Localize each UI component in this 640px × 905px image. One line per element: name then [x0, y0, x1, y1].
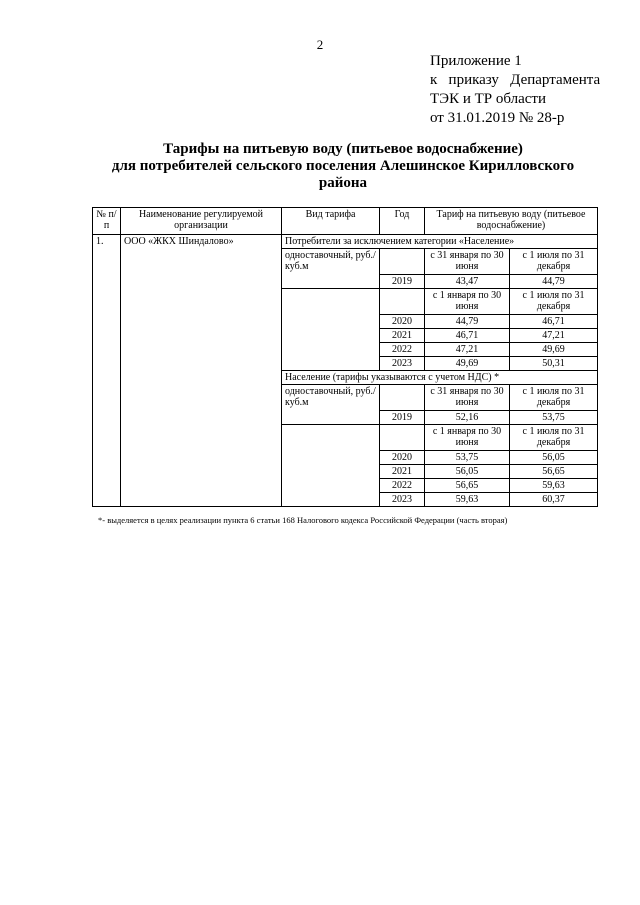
appendix-line: ТЭК и ТР области: [430, 91, 546, 107]
period-label: с 1 июля по 31 декабря: [510, 385, 598, 411]
period-label: с 1 июля по 31 декабря: [510, 289, 598, 315]
tariff-value: 44,79: [425, 315, 510, 329]
appendix-line: к приказу Департамента: [430, 72, 601, 88]
tariff-value: 47,21: [510, 329, 598, 343]
year-cell: 2019: [380, 411, 425, 425]
tariff-type: одноставочный, руб./куб.м: [282, 385, 380, 425]
period-label: с 31 января по 30 июня: [425, 249, 510, 275]
tariff-value: 46,71: [425, 329, 510, 343]
tariff-value: 59,63: [510, 479, 598, 493]
footnote: *- выделяется в целях реализации пункта 6 статьи 168 Налогового кодекса Российской Федерации (часть вторая): [98, 515, 508, 525]
tariff-value: 49,69: [510, 343, 598, 357]
tariff-value: 46,71: [510, 315, 598, 329]
tariff-type: одноставочный, руб./куб.м: [282, 249, 380, 289]
year-cell: 2023: [380, 357, 425, 371]
empty-cell: [380, 289, 425, 315]
organization-name: ООО «ЖКХ Шиндалово»: [121, 235, 282, 507]
tariff-value: 56,05: [425, 465, 510, 479]
empty-cell: [282, 425, 380, 507]
period-label: с 1 июля по 31 декабря: [510, 425, 598, 451]
title-line: для потребителей сельского поселения Алешинское Кирилловского: [111, 158, 575, 174]
tariff-value: 49,69: [425, 357, 510, 371]
year-cell: 2021: [380, 465, 425, 479]
tariff-value: 44,79: [510, 275, 598, 289]
title-line: Тарифы на питьевую воду (питьевое водоснабжение): [163, 141, 523, 157]
year-cell: 2020: [380, 451, 425, 465]
header-num: № п/п: [93, 208, 121, 235]
header-org: Наименование регулируемой организации: [121, 208, 282, 235]
year-cell: 2023: [380, 493, 425, 507]
tariff-value: 56,05: [510, 451, 598, 465]
document-title: [90, 141, 596, 192]
empty-cell: [380, 385, 425, 411]
category-label: Население (тарифы указываются с учетом НДС) *: [282, 371, 598, 385]
year-cell: 2022: [380, 479, 425, 493]
tariff-value: 47,21: [425, 343, 510, 357]
year-cell: 2019: [380, 275, 425, 289]
period-label: с 1 января по 30 июня: [425, 425, 510, 451]
period-label: с 31 января по 30 июня: [425, 385, 510, 411]
tariff-value: 59,63: [425, 493, 510, 507]
title-line: района: [318, 175, 368, 191]
tariff-value: 56,65: [510, 465, 598, 479]
tariff-value: 56,65: [425, 479, 510, 493]
category-label: Потребители за исключением категории «Население»: [282, 235, 598, 249]
table-header-row: [93, 208, 598, 235]
tariff-value: 60,37: [510, 493, 598, 507]
year-cell: 2020: [380, 315, 425, 329]
tariff-table: [92, 207, 598, 507]
row-number: 1.: [93, 235, 121, 507]
tariff-value: 52,16: [425, 411, 510, 425]
page-number: 2: [316, 37, 324, 52]
appendix-line: от 31.01.2019 № 28-р: [430, 110, 565, 126]
header-type: Вид тарифа: [282, 208, 380, 235]
appendix-line: Приложение 1: [430, 53, 522, 69]
empty-cell: [380, 425, 425, 451]
header-year: Год: [380, 208, 425, 235]
year-cell: 2022: [380, 343, 425, 357]
appendix-block: [430, 52, 600, 128]
period-label: с 1 января по 30 июня: [425, 289, 510, 315]
empty-cell: [282, 289, 380, 371]
tariff-value: 53,75: [425, 451, 510, 465]
period-label: с 1 июля по 31 декабря: [510, 249, 598, 275]
table-row: [93, 235, 598, 249]
empty-cell: [380, 249, 425, 275]
header-tariff: Тариф на питьевую воду (питьевое водоснабжение): [425, 208, 598, 235]
tariff-value: 43,47: [425, 275, 510, 289]
tariff-value: 53,75: [510, 411, 598, 425]
tariff-value: 50,31: [510, 357, 598, 371]
year-cell: 2021: [380, 329, 425, 343]
